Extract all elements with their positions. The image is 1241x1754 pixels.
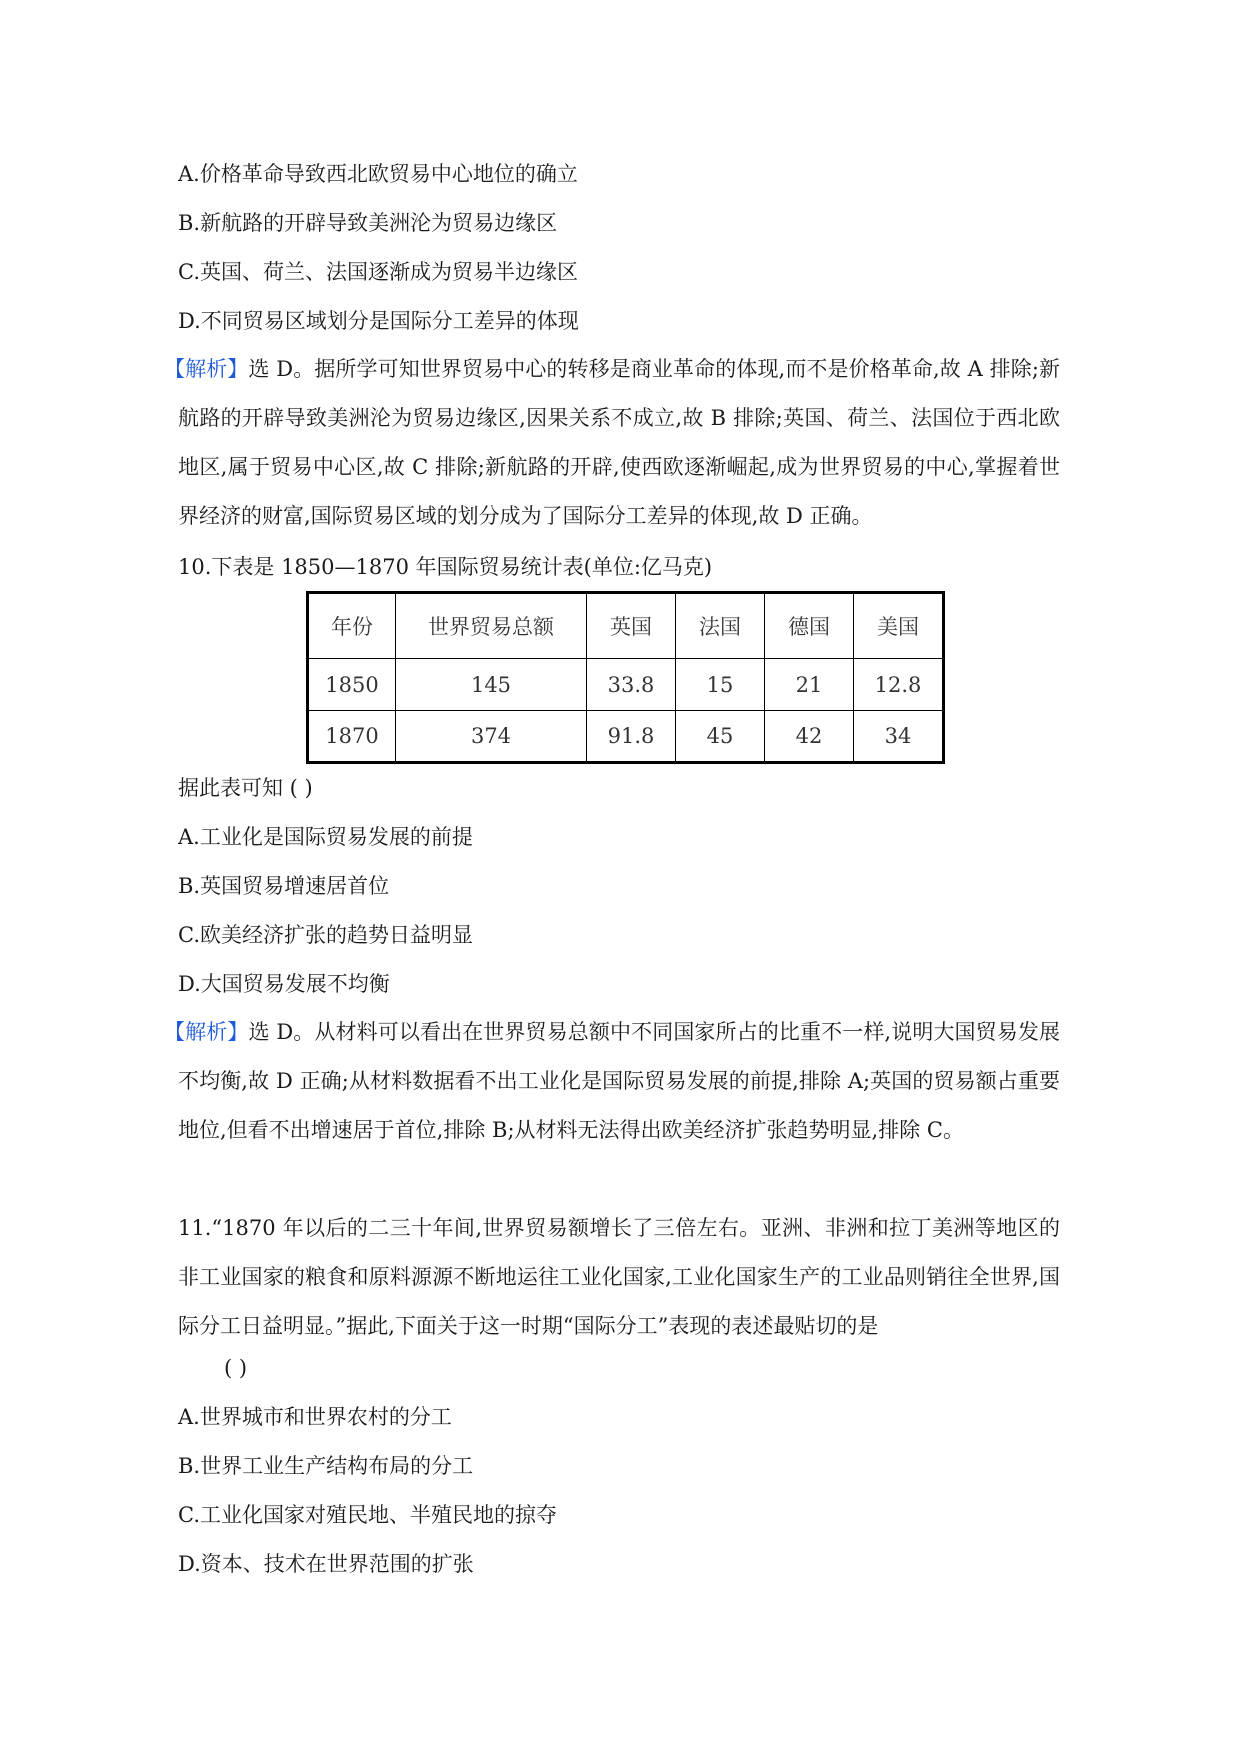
q9-option-d: D.不同贸易区域划分是国际分工差异的体现 — [178, 309, 579, 333]
q11-option-c: C.工业化国家对殖民地、半殖民地的掠夺 — [178, 1503, 557, 1527]
q10-analysis — [164, 1008, 1061, 1155]
table-header-cell: 世界贸易总额 — [396, 593, 587, 659]
table-header-cell: 年份 — [308, 593, 396, 659]
table-cell: 33.8 — [587, 659, 676, 711]
table-cell: 1870 — [308, 711, 396, 763]
q9-option-a: A.价格革命导致西北欧贸易中心地位的确立 — [178, 162, 578, 186]
table-cell: 145 — [396, 659, 587, 711]
table-cell: 91.8 — [587, 711, 676, 763]
analysis-text: 选 D。从材料可以看出在世界贸易总额中不同国家所占的比重不一样,说明大国贸易发展不均衡,故 D 正确;从材料数据看不出工业化是国际贸易发展的前提,排除 A;英国的贸易额占重要地位,但看不出增速居于首位,排除 B;从材料无法得出欧美经济扩张趋势明显,排除 C。 — [178, 1020, 1061, 1142]
analysis-tag: 【解析】 — [164, 1020, 249, 1044]
q10-prompt: 据此表可知 ( ) — [178, 776, 313, 800]
table-header-row — [308, 593, 944, 659]
q9-analysis — [164, 345, 1060, 541]
analysis-tag: 【解析】 — [164, 357, 249, 381]
q11-option-d: D.资本、技术在世界范围的扩张 — [178, 1552, 474, 1576]
table-row — [308, 659, 944, 711]
table-header-cell: 美国 — [854, 593, 944, 659]
table-cell: 1850 — [308, 659, 396, 711]
q10-option-a: A.工业化是国际贸易发展的前提 — [178, 825, 473, 849]
q11-option-b: B.世界工业生产结构布局的分工 — [178, 1454, 474, 1478]
q10-stem: 10.下表是 1850—1870 年国际贸易统计表(单位:亿马克) — [178, 555, 713, 579]
q10-option-b: B.英国贸易增速居首位 — [178, 874, 390, 898]
table-header-cell: 德国 — [765, 593, 854, 659]
q9-option-c: C.英国、荷兰、法国逐渐成为贸易半边缘区 — [178, 260, 578, 284]
q11-stem: 11.“1870 年以后的二三十年间,世界贸易额增长了三倍左右。亚洲、非洲和拉丁美洲等地区的非工业国家的粮食和原料源源不断地运往工业化国家,工业化国家生产的工业品则销往全世界,国际分工日益明显。”据此,下面关于这一时期“国际分工”表现的表述最贴切的是 — [178, 1216, 1060, 1338]
table-cell: 21 — [765, 659, 854, 711]
table-row — [308, 711, 944, 763]
table-cell: 45 — [676, 711, 765, 763]
trade-statistics-table — [306, 591, 945, 764]
table-header-cell: 英国 — [587, 593, 676, 659]
q10-option-d: D.大国贸易发展不均衡 — [178, 972, 390, 996]
q9-option-b: B.新航路的开辟导致美洲沦为贸易边缘区 — [178, 211, 558, 235]
analysis-text: 选 D。据所学可知世界贸易中心的转移是商业革命的体现,而不是价格革命,故 A 排除;新航路的开辟导致美洲沦为贸易边缘区,因果关系不成立,故 B 排除;英国、荷兰、法国位于西北欧地区,属于贸易中心区,故 C 排除;新航路的开辟,使西欧逐渐崛起,成为世界贸易的中心,掌握着世界经济的财富,国际贸易区域的划分成为了国际分工差异的体现,故 D 正确。 — [178, 357, 1060, 528]
q11-option-a: A.世界城市和世界农村的分工 — [178, 1405, 452, 1429]
q11-answer-bracket: ( ) — [224, 1356, 248, 1380]
q10-option-c: C.欧美经济扩张的趋势日益明显 — [178, 923, 473, 947]
table-cell: 12.8 — [854, 659, 944, 711]
table-cell: 15 — [676, 659, 765, 711]
table-cell: 34 — [854, 711, 944, 763]
table-cell: 374 — [396, 711, 587, 763]
table-header-cell: 法国 — [676, 593, 765, 659]
table-cell: 42 — [765, 711, 854, 763]
